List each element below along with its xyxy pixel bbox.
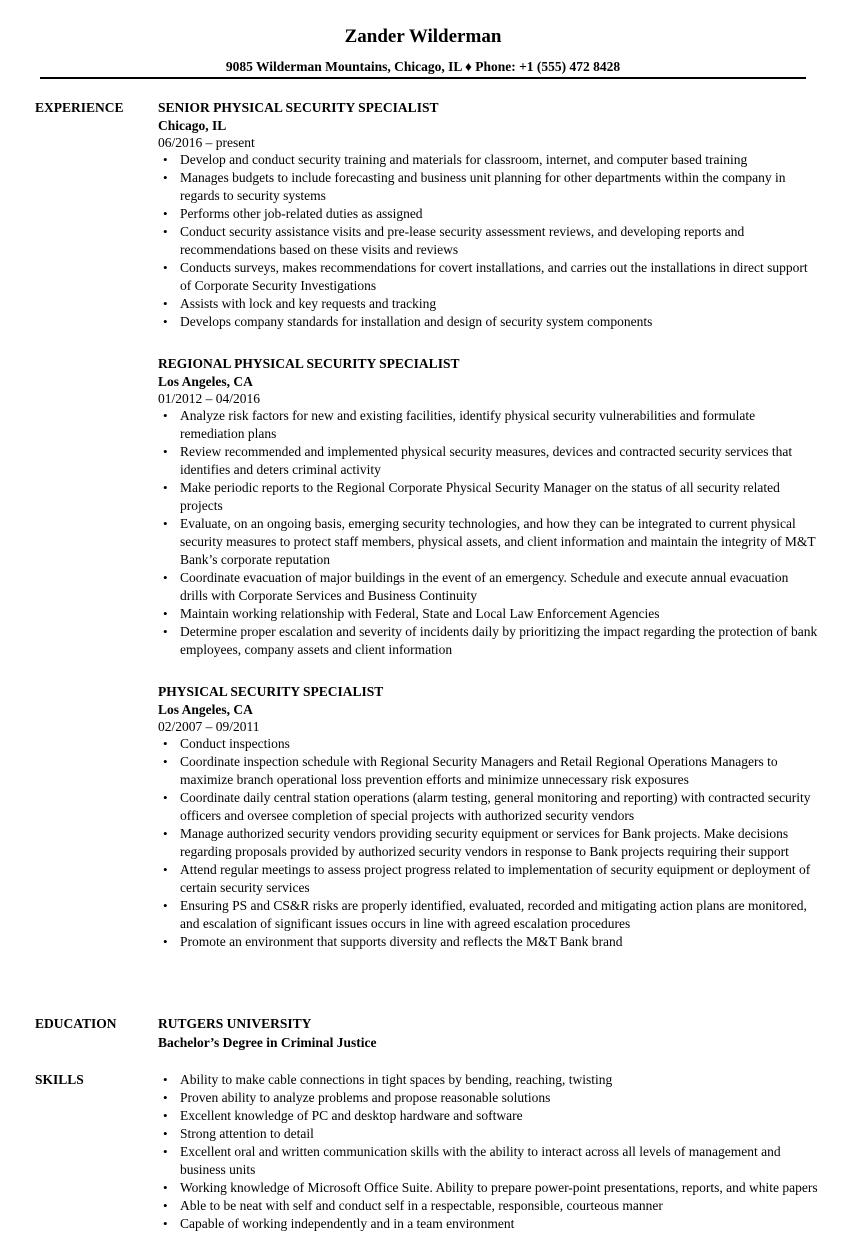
- skill-item: • Able to be neat with self and conduct self in a respectable, responsible, courteous manner: [180, 1197, 818, 1215]
- skills-list: [158, 1071, 818, 1233]
- school-name: RUTGERS UNIVERSITY: [158, 1016, 312, 1031]
- job-entry: [158, 99, 818, 331]
- job-title: SENIOR PHYSICAL SECURITY SPECIALIST: [158, 100, 439, 115]
- job-dates: 01/2012 – 04/2016: [158, 391, 261, 406]
- job-bullets: [158, 151, 818, 331]
- bullet-item: • Performs other job-related duties as assigned: [180, 205, 818, 223]
- bullet-item: • Develop and conduct security training and materials for classroom, internet, and computer based training: [180, 151, 818, 169]
- education-heading: EDUCATION: [35, 1016, 117, 1031]
- bullet-item: • Manage authorized security vendors providing security equipment or services for Bank projects. Make decisions regarding proposals provided by authorized security vendors in response to Bank projects requiring their support: [180, 825, 818, 861]
- bullet-item: • Coordinate evacuation of major buildings in the event of an emergency. Schedule and execute annual evacuation drills with Corporate Services and Business Continuity: [180, 569, 818, 605]
- job-dates: 06/2016 – present: [158, 135, 255, 150]
- degree-name: Bachelor’s Degree in Criminal Justice: [158, 1035, 377, 1050]
- job-location: Los Angeles, CA: [158, 374, 253, 389]
- bullet-item: • Analyze risk factors for new and existing facilities, identify physical security vulnerabilities and formulate remediation plans: [180, 407, 818, 443]
- skills-heading: SKILLS: [35, 1072, 84, 1087]
- skills-body: [158, 1071, 818, 1233]
- skill-item: • Excellent oral and written communication skills with the ability to interact across all levels of management and business units: [180, 1143, 818, 1179]
- job-dates: 02/2007 – 09/2011: [158, 719, 260, 734]
- bullet-item: • Promote an environment that supports diversity and reflects the M&T Bank brand: [180, 933, 818, 951]
- bullet-item: • Manages budgets to include forecasting and business unit planning for other departments within the company in regards to security systems: [180, 169, 818, 205]
- job-location: Chicago, IL: [158, 118, 227, 133]
- experience-body: [158, 99, 818, 965]
- bullet-item: • Conduct security assistance visits and pre-lease security assessment reviews, and developing reports and recommendations based on these visits and reviews: [180, 223, 818, 259]
- skill-item: • Working knowledge of Microsoft Office Suite. Ability to prepare power-point presentations, reports, and white papers: [180, 1179, 818, 1197]
- bullet-item: • Coordinate daily central station operations (alarm testing, general monitoring and reporting) with contracted security officers and oversee completion of special projects with authorized security vendors: [180, 789, 818, 825]
- job-title: PHYSICAL SECURITY SPECIALIST: [158, 684, 384, 699]
- job-entry: [158, 355, 818, 659]
- bullet-item: • Ensuring PS and CS&R risks are properly identified, evaluated, recorded and mitigating action plans are monitored, and escalation of significant issues occurs in line with agreed escalation procedures: [180, 897, 818, 933]
- bullet-item: • Assists with lock and key requests and tracking: [180, 295, 818, 313]
- bullet-item: • Coordinate inspection schedule with Regional Security Managers and Retail Regional Operations Managers to maximize branch operational loss prevention efforts and minimize unnecessary risk exposures: [180, 753, 818, 789]
- candidate-name: Zander Wilderman: [344, 26, 502, 47]
- bullet-item: • Evaluate, on an ongoing basis, emerging security technologies, and how they can be integrated to current physical security measures to protect staff members, physical assets, and client information and maintain the integrity of M&T Bank’s corporate reputation: [180, 515, 818, 569]
- bullet-item: • Attend regular meetings to assess project progress related to implementation of security equipment or deployment of certain security services: [180, 861, 818, 897]
- bullet-item: • Conduct inspections: [180, 735, 818, 753]
- job-entry: [158, 683, 818, 951]
- job-bullets: [158, 735, 818, 951]
- skill-item: • Capable of working independently and in a team environment: [180, 1215, 818, 1233]
- header-divider: [40, 77, 806, 79]
- bullet-item: • Determine proper escalation and severity of incidents daily by prioritizing the impact regarding the protection of bank employees, company assets and client information: [180, 623, 818, 659]
- experience-heading: EXPERIENCE: [35, 100, 124, 115]
- job-bullets: [158, 407, 818, 659]
- skill-item: • Excellent knowledge of PC and desktop hardware and software: [180, 1107, 818, 1125]
- bullet-item: • Conducts surveys, makes recommendations for covert installations, and carries out the installations in direct support of Corporate Security Investigations: [180, 259, 818, 295]
- education-body: [158, 1015, 818, 1053]
- bullet-item: • Develops company standards for installation and design of security system components: [180, 313, 818, 331]
- skill-item: • Ability to make cable connections in tight spaces by bending, reaching, twisting: [180, 1071, 818, 1089]
- bullet-item: • Review recommended and implemented physical security measures, devices and contracted security services that identifies and deters criminal activity: [180, 443, 818, 479]
- skill-item: • Proven ability to analyze problems and propose reasonable solutions: [180, 1089, 818, 1107]
- bullet-item: • Make periodic reports to the Regional Corporate Physical Security Manager on the status of all security related projects: [180, 479, 818, 515]
- contact-line: 9085 Wilderman Mountains, Chicago, IL ♦ Phone: +1 (555) 472 8428: [225, 59, 621, 74]
- bullet-item: • Maintain working relationship with Federal, State and Local Law Enforcement Agencies: [180, 605, 818, 623]
- skill-item: • Strong attention to detail: [180, 1125, 818, 1143]
- job-location: Los Angeles, CA: [158, 702, 253, 717]
- job-title: REGIONAL PHYSICAL SECURITY SPECIALIST: [158, 356, 460, 371]
